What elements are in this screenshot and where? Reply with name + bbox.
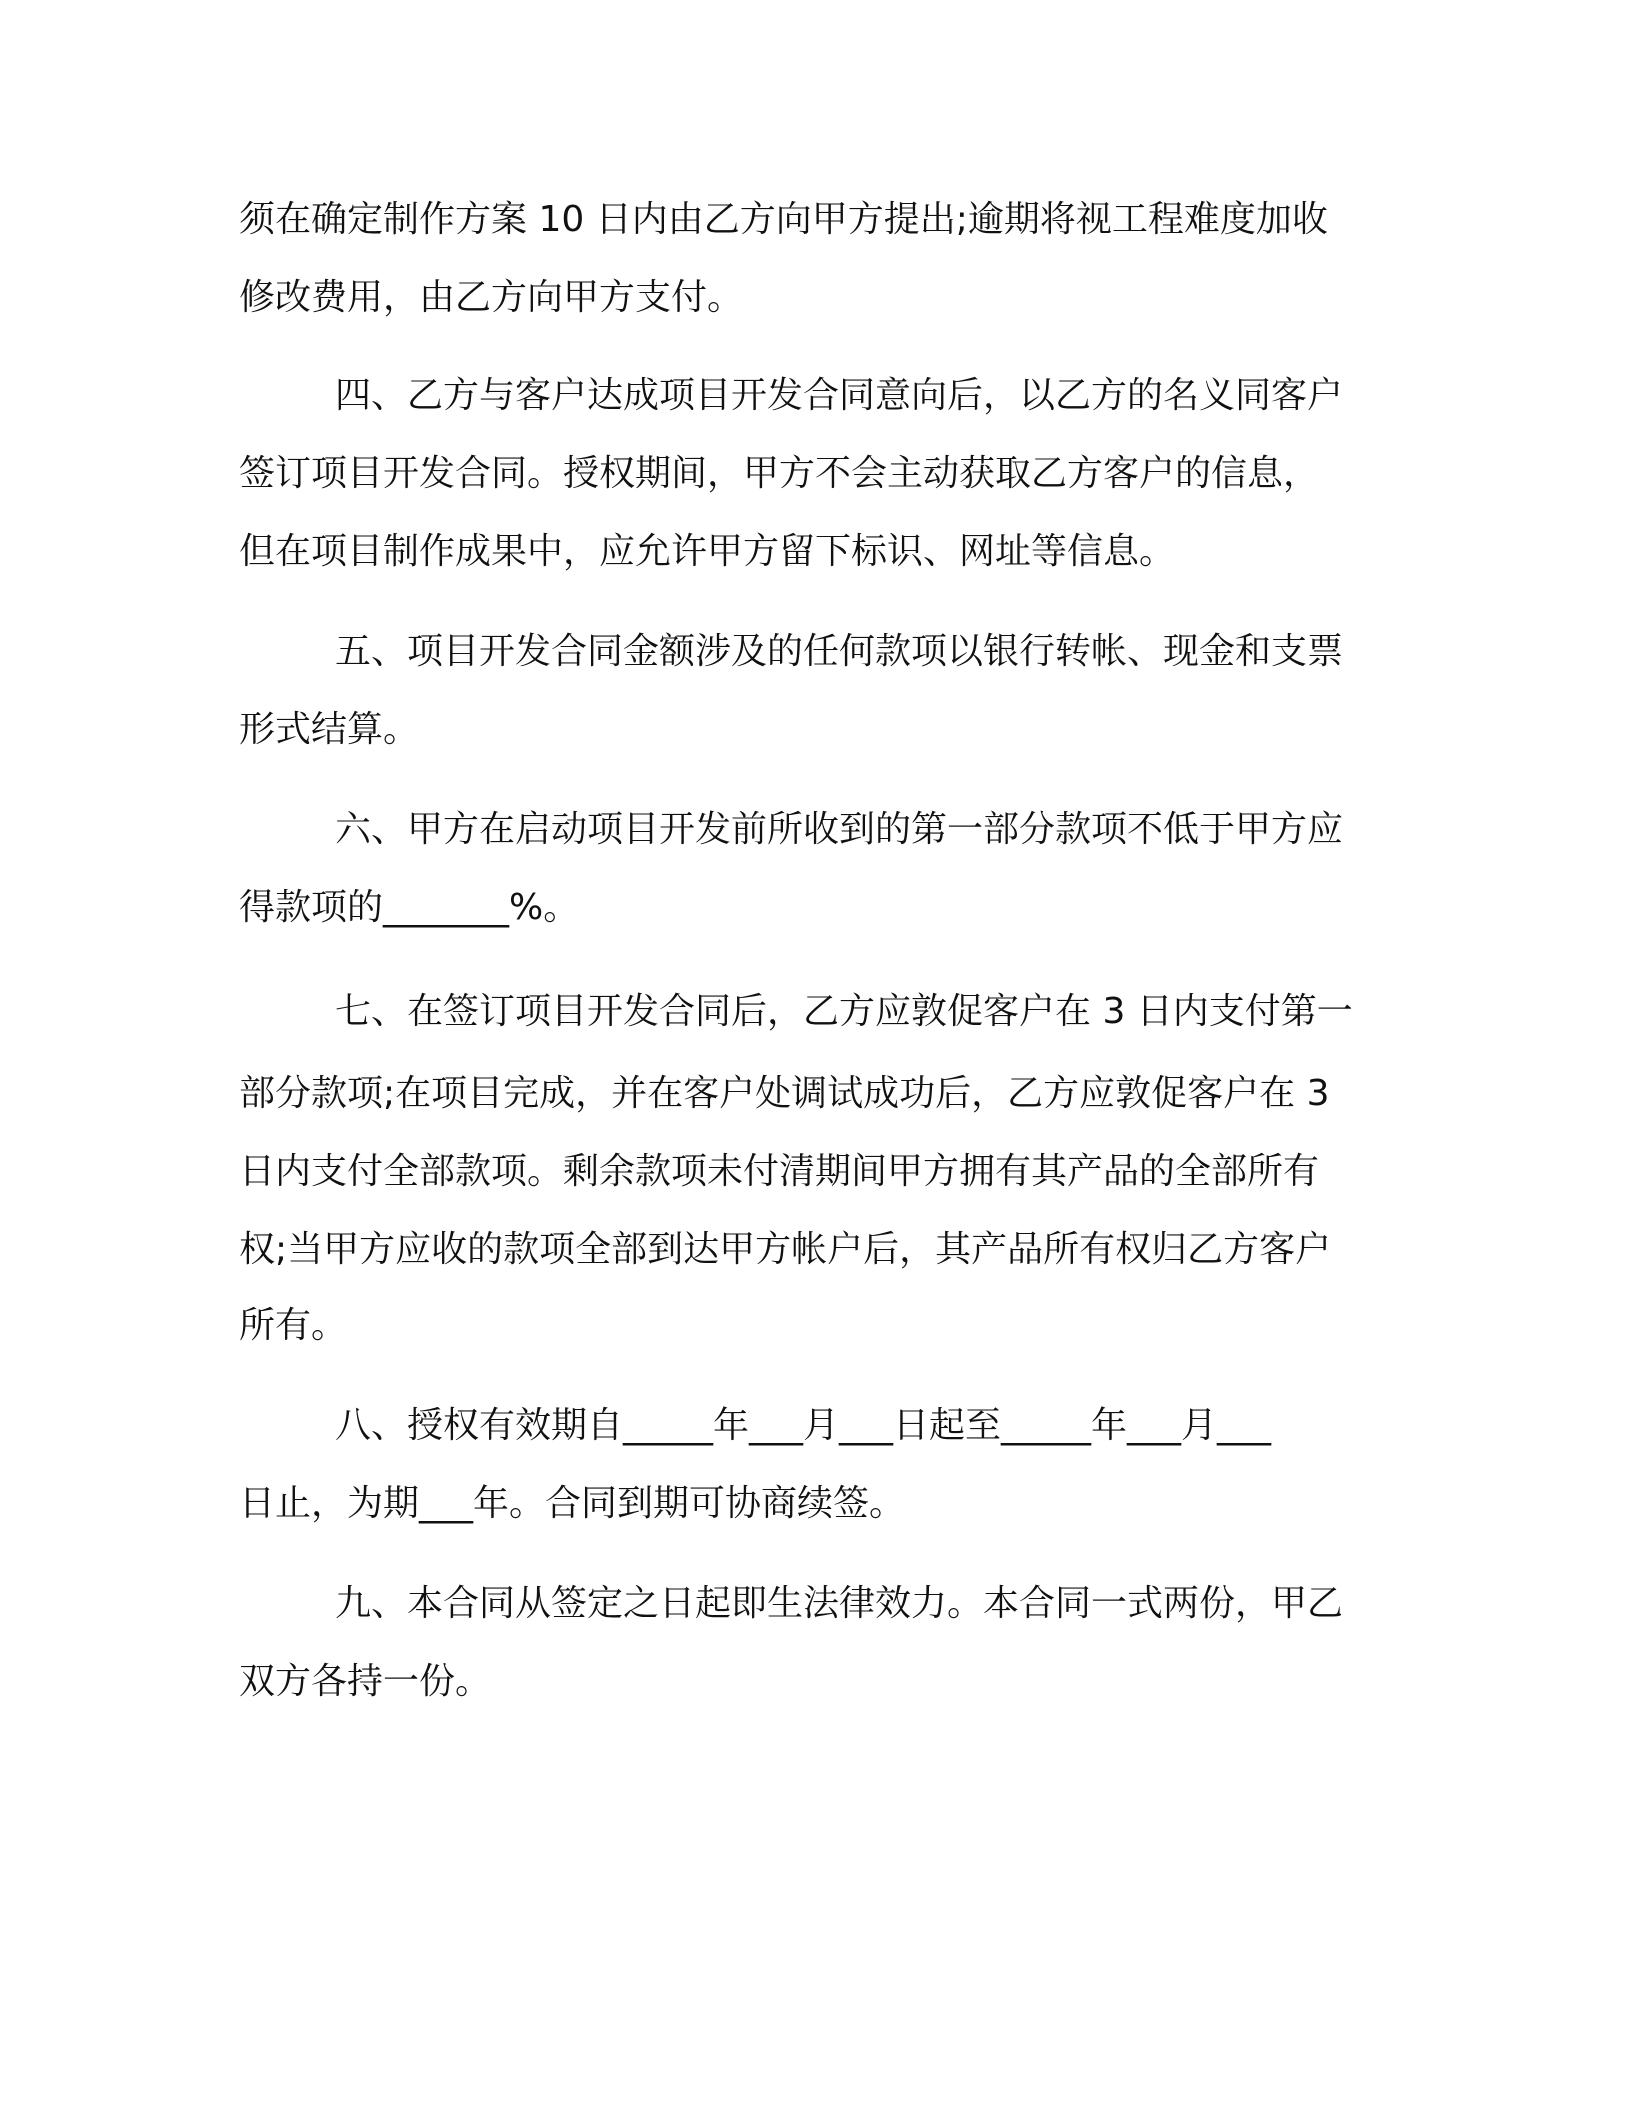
paragraph-7-line-1: 七、在签订项目开发合同后，乙方应敦促客户在 3 日内支付第一 [335,991,1353,1032]
paragraph-1-line-1: 须在确定制作方案 10 日内由乙方向甲方提出;逾期将视工程难度加收 [239,199,1328,240]
paragraph-5-line-2: 形式结算。 [239,709,420,750]
paragraph-7-line-2: 部分款项;在项目完成，并在客户处调试成功后，乙方应敦促客户在 3 [239,1073,1330,1114]
paragraph-9-line-1: 九、本合同从签定之日起即生法律效力。本合同一式两份，甲乙 [335,1583,1344,1624]
paragraph-4-line-3: 但在项目制作成果中，应允许甲方留下标识、网址等信息。 [239,531,1176,572]
paragraph-6-line-2: 得款项的_______%。 [239,887,580,928]
paragraph-4-line-2: 签订项目开发合同。授权期间，甲方不会主动获取乙方客户的信息， [239,453,1320,494]
paragraph-6-line-1: 六、甲方在启动项目开发前所收到的第一部分款项不低于甲方应 [335,809,1344,850]
paragraph-7-line-3: 日内支付全部款项。剩余款项未付清期间甲方拥有其产品的全部所有 [239,1151,1320,1192]
paragraph-9-line-2: 双方各持一份。 [239,1661,492,1702]
paragraph-5-line-1: 五、项目开发合同金额涉及的任何款项以银行转帐、现金和支票 [335,631,1344,672]
paragraph-8-line-1: 八、授权有效期自_____年___月___日起至_____年___月___ [335,1405,1272,1446]
paragraph-7-line-5: 所有。 [239,1305,348,1346]
paragraph-1-line-2: 修改费用，由乙方向甲方支付。 [239,277,744,318]
paragraph-7-line-4: 权;当甲方应收的款项全部到达甲方帐户后，其产品所有权归乙方客户 [239,1229,1332,1270]
paragraph-8-line-2: 日止，为期___年。合同到期可协商续签。 [239,1483,906,1524]
paragraph-4-line-1: 四、乙方与客户达成项目开发合同意向后，以乙方的名义同客户 [335,375,1344,416]
